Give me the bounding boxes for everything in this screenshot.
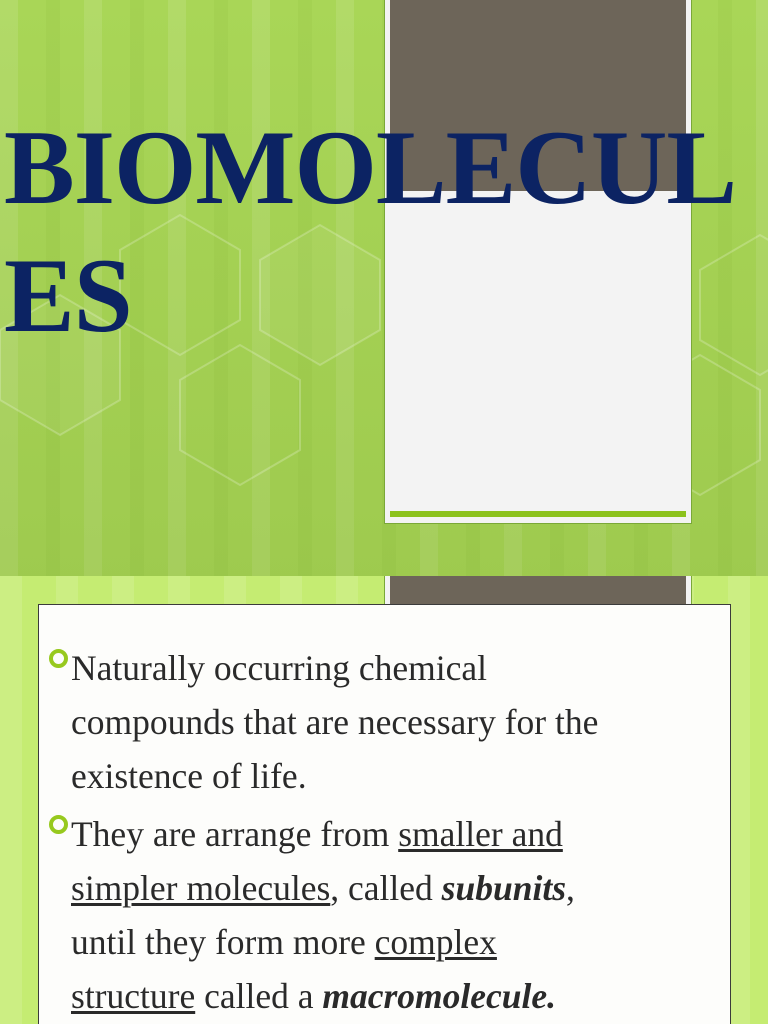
bullet-item [47,807,737,1023]
text-run: , called [330,868,442,908]
underlined-text: structure [71,976,196,1016]
ring-bullet-icon [47,649,71,667]
content-box [38,604,731,1024]
emphasized-term: macromolecule. [322,976,557,1016]
text-run: They are arrange from [71,814,399,854]
text-run: , [566,868,575,908]
bullet-list [47,641,737,1024]
bullet-line [71,969,737,1023]
underlined-text: simpler molecules [71,868,331,908]
content-slide [0,576,768,1024]
slide-title: BIOMOLECULES [4,109,737,354]
text-run: called a [195,976,323,1016]
underlined-text: complex [374,922,497,962]
underlined-text: smaller and [398,814,563,854]
emphasized-term: subunits [441,868,567,908]
bullet-line: compounds that are necessary for the [71,702,599,742]
bullet-line [71,807,737,861]
ring-bullet-icon [47,815,71,833]
bullet-item [47,641,737,803]
bullet-line [71,861,737,915]
panel-green-accent-bar [390,511,686,517]
bullet-line [71,915,737,969]
bullet-line: existence of life. [71,756,307,796]
bullet-line: Naturally occurring chemical [71,648,487,688]
text-run: until they form more [71,922,375,962]
